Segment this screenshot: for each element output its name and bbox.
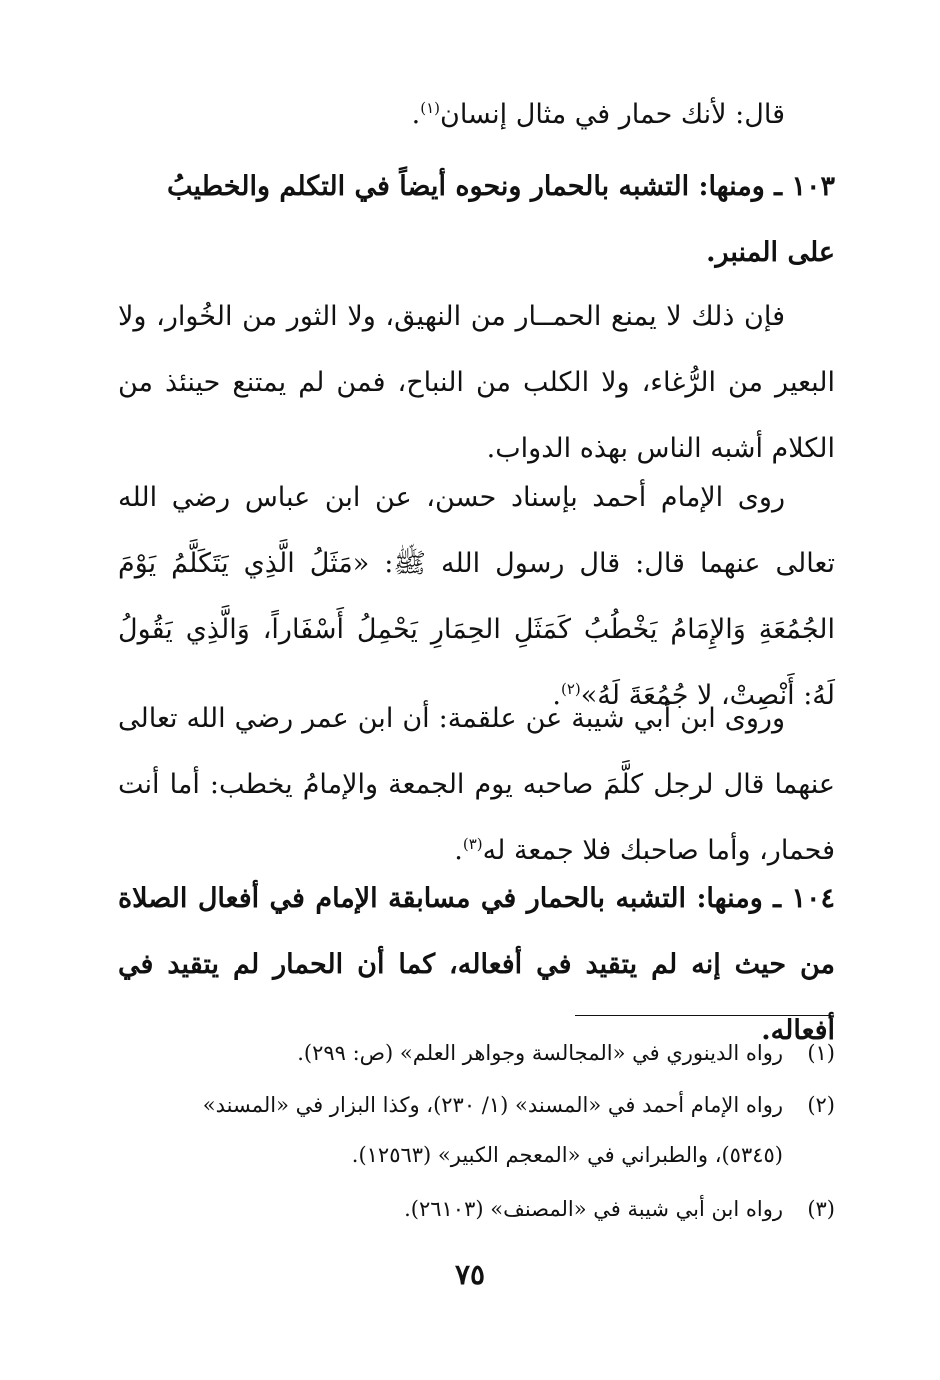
- paragraph-period: .: [411, 99, 421, 130]
- paragraph-ibn-abi-shaybah: [118, 686, 835, 884]
- footnote-number: (٣): [807, 1197, 835, 1221]
- section-heading-103: [118, 154, 835, 286]
- section-heading-104: ١٠٤ ـ ومنها: التشبه بالحمار في مسابقة الإمام في أفعال الصلاة من حيث إنه لم يتقيد في أفعاله، كما أن الحمار لم يتقيد في أفعاله.: [118, 883, 835, 1046]
- footnote-text: رواه الإمام أحمد في «المسند» (١/ ٢٣٠)، وكذا البزار في «المسند»: [202, 1093, 783, 1117]
- footnote-number: (١): [807, 1041, 835, 1065]
- paragraph-quote-end: [118, 82, 835, 148]
- footnote-number: (٢): [807, 1093, 835, 1117]
- footnote-2: [118, 1080, 835, 1180]
- page-number: ٧٥: [454, 1258, 486, 1291]
- footnote-separator: [575, 1015, 830, 1016]
- footnote-3: [118, 1184, 835, 1234]
- footnote-1: [118, 1028, 835, 1078]
- paragraph-text: قال: لأنك حمار في مثال إنسان: [439, 99, 785, 130]
- footnote-text: رواه الدينوري في «المجالسة وجواهر العلم» (ص: ٢٩٩).: [297, 1041, 783, 1065]
- footnote-text: رواه ابن أبي شيبة في «المصنف» (٢٦١٠٣).: [404, 1197, 783, 1221]
- paragraph-period: .: [454, 835, 463, 866]
- footnote-text-continued: (٥٣٤٥)، والطبراني في «المعجم الكبير» (١٢٥٦٣).: [351, 1143, 783, 1167]
- paragraph-text: روى الإمام أحمد بإسناد حسن، عن ابن عباس رضي الله تعالى عنهما قال: قال رسول الله ﷺ: «مَثَلُ الَّذِي يَتَكَلَّمُ يَوْمَ الجُمُعَةِ وَالإِمَامُ يَخْطُبُ كَمَثَلِ الحِمَارِ يَحْمِلُ أَسْفَاراً، وَالَّذِي يَقُولُ لَهُ: أَنْصِتْ، لا جُمُعَةَ لَهُ»: [118, 482, 835, 711]
- section-heading-103-line1: ١٠٣ ـ ومنها: التشبه بالحمار ونحوه أيضاً في التكلم والخطيبُ: [166, 171, 835, 202]
- footnote-ref-1: (١): [420, 99, 440, 117]
- paragraph-animals: فإن ذلك لا يمنع الحمــار من النهيق، ولا الثور من الخُوار، ولا البعير من الرُّغاء، ولا الكلب من النباح، فمن لم يمتنع حينئذ من الكلام أشبه الناس بهذه الدواب.: [118, 301, 835, 464]
- footnote-ref-3: (٣): [462, 835, 483, 853]
- footnote-ref-2: (٢): [561, 680, 581, 698]
- paragraph-text: وروى ابن أبي شيبة عن علقمة: أن ابن عمر رضي الله تعالى عنهما قال لرجل كلَّمَ صاحبه يوم الجمعة والإمامُ يخطب: أما أنت فحمار، وأما صاحبك فلا جمعة له: [118, 703, 835, 866]
- paragraph-period: .: [552, 680, 561, 711]
- section-heading-103-line2: على المنبر.: [706, 237, 835, 268]
